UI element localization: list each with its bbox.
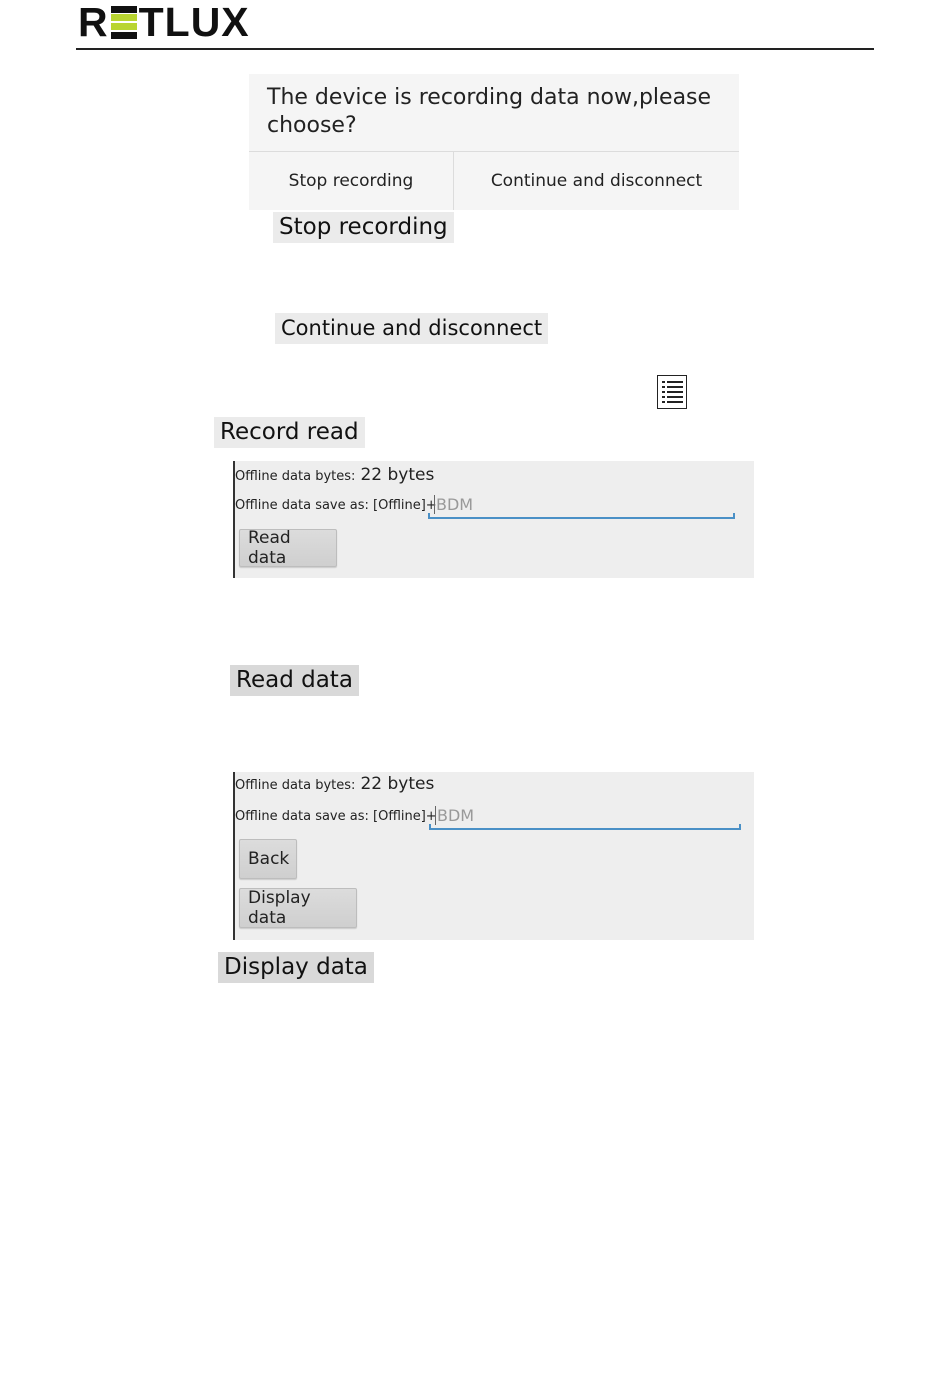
logo-letters-tlux: TLUX <box>138 0 250 45</box>
back-button[interactable]: Back <box>239 839 297 879</box>
bytes-value: 22 bytes <box>360 465 435 485</box>
continue-disconnect-button[interactable]: Continue and disconnect <box>490 171 703 191</box>
filename-placeholder: BDM <box>436 495 474 514</box>
read-data-button[interactable]: Read data <box>239 529 337 567</box>
bytes-value: 22 bytes <box>360 774 435 794</box>
list-menu-icon <box>657 375 687 409</box>
read-data-label: Read data <box>230 665 359 696</box>
field-end-right <box>733 513 735 519</box>
field-end-left <box>429 824 431 830</box>
field-end-right <box>739 824 741 830</box>
record-read-label: Record read <box>214 417 365 448</box>
continue-disconnect-label: Continue and disconnect <box>275 313 548 344</box>
stop-recording-button[interactable]: Stop recording <box>288 171 414 191</box>
save-as-label: Offline data save as: [Offline]+ <box>235 498 437 513</box>
save-as-label: Offline data save as: [Offline]+ <box>235 809 437 824</box>
bytes-row <box>235 774 434 794</box>
offline-data-panel <box>233 461 754 578</box>
brand-logo <box>78 0 250 45</box>
display-data-label: Display data <box>218 952 374 983</box>
offline-data-panel-after-read <box>233 772 754 940</box>
filename-input[interactable] <box>428 493 735 519</box>
header-divider <box>76 48 874 50</box>
bytes-label: Offline data bytes: <box>235 469 356 484</box>
stop-recording-label: Stop recording <box>273 212 454 243</box>
recording-dialog <box>249 74 739 210</box>
logo-e-mark-icon <box>111 5 137 39</box>
logo-letter-r: R <box>78 0 109 45</box>
filename-input[interactable] <box>429 804 741 830</box>
bytes-label: Offline data bytes: <box>235 778 356 793</box>
bytes-row <box>235 465 434 485</box>
filename-placeholder: BDM <box>437 806 475 825</box>
dialog-message: The device is recording data now,please choose? <box>267 85 712 138</box>
display-data-button[interactable]: Display data <box>239 888 357 928</box>
field-end-left <box>428 513 430 519</box>
